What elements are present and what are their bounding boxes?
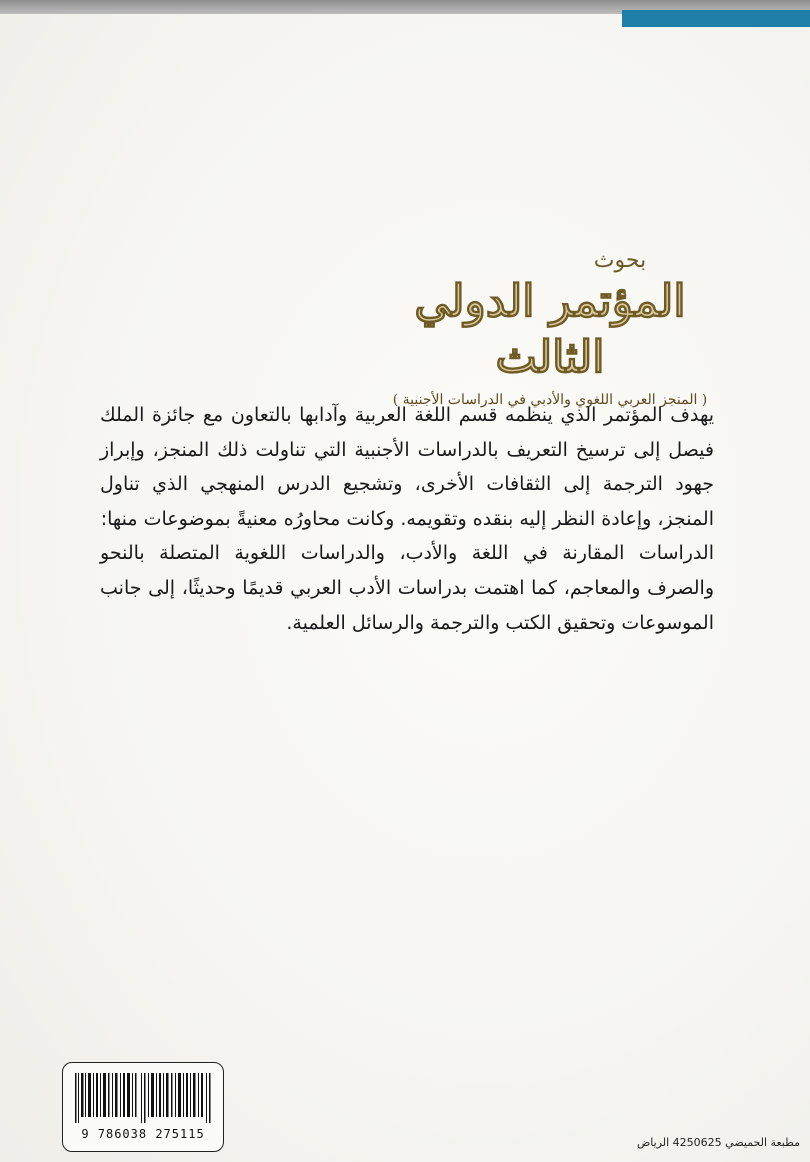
main-title: المؤتمر الدولي الثالث: [414, 276, 686, 383]
description-text: [100, 398, 714, 640]
paragraph: يهدف المؤتمر الذي ينظمه قسم اللغة العربية وآدابها بالتعاون مع جائزة الملك فيصل إلى ترسيخ التعريف بالدراسات الأجنبية التي تناولت ذلك المنجز، وإبراز جهود الترجمة إلى الثقافات الأخرى، وتشجيع الدرس المنهجي الذي تناول المنجز، وإعادة النظر إليه بنقده وتقويمه. وكانت محاورُه معنيةً بموضوعات منها:: [100, 404, 714, 530]
printer-credit: مطبعة الحميضي 4250625 الرياض: [636, 1136, 800, 1149]
barcode-number: 9 786038 275115: [81, 1127, 205, 1141]
pre-title: بحوث: [593, 248, 647, 273]
subtitle: ( المنجز العربي اللغوي والأدبي في الدراسات الأجنبية ): [392, 392, 708, 408]
barcode-icon: [75, 1073, 211, 1123]
barcode-label: [62, 1062, 224, 1152]
paragraph: الدراسات المقارنة في اللغة والأدب، والدراسات اللغوية المتصلة بالنحو والصرف والمعاجم، كما اهتمت بدراسات الأدب العربي قديمًا وحديثًا، إلى جانب الموسوعات وتحقيق الكتب والترجمة والرسائل العلمية.: [100, 542, 714, 634]
title-block: [380, 248, 720, 410]
accent-band: [622, 10, 810, 27]
